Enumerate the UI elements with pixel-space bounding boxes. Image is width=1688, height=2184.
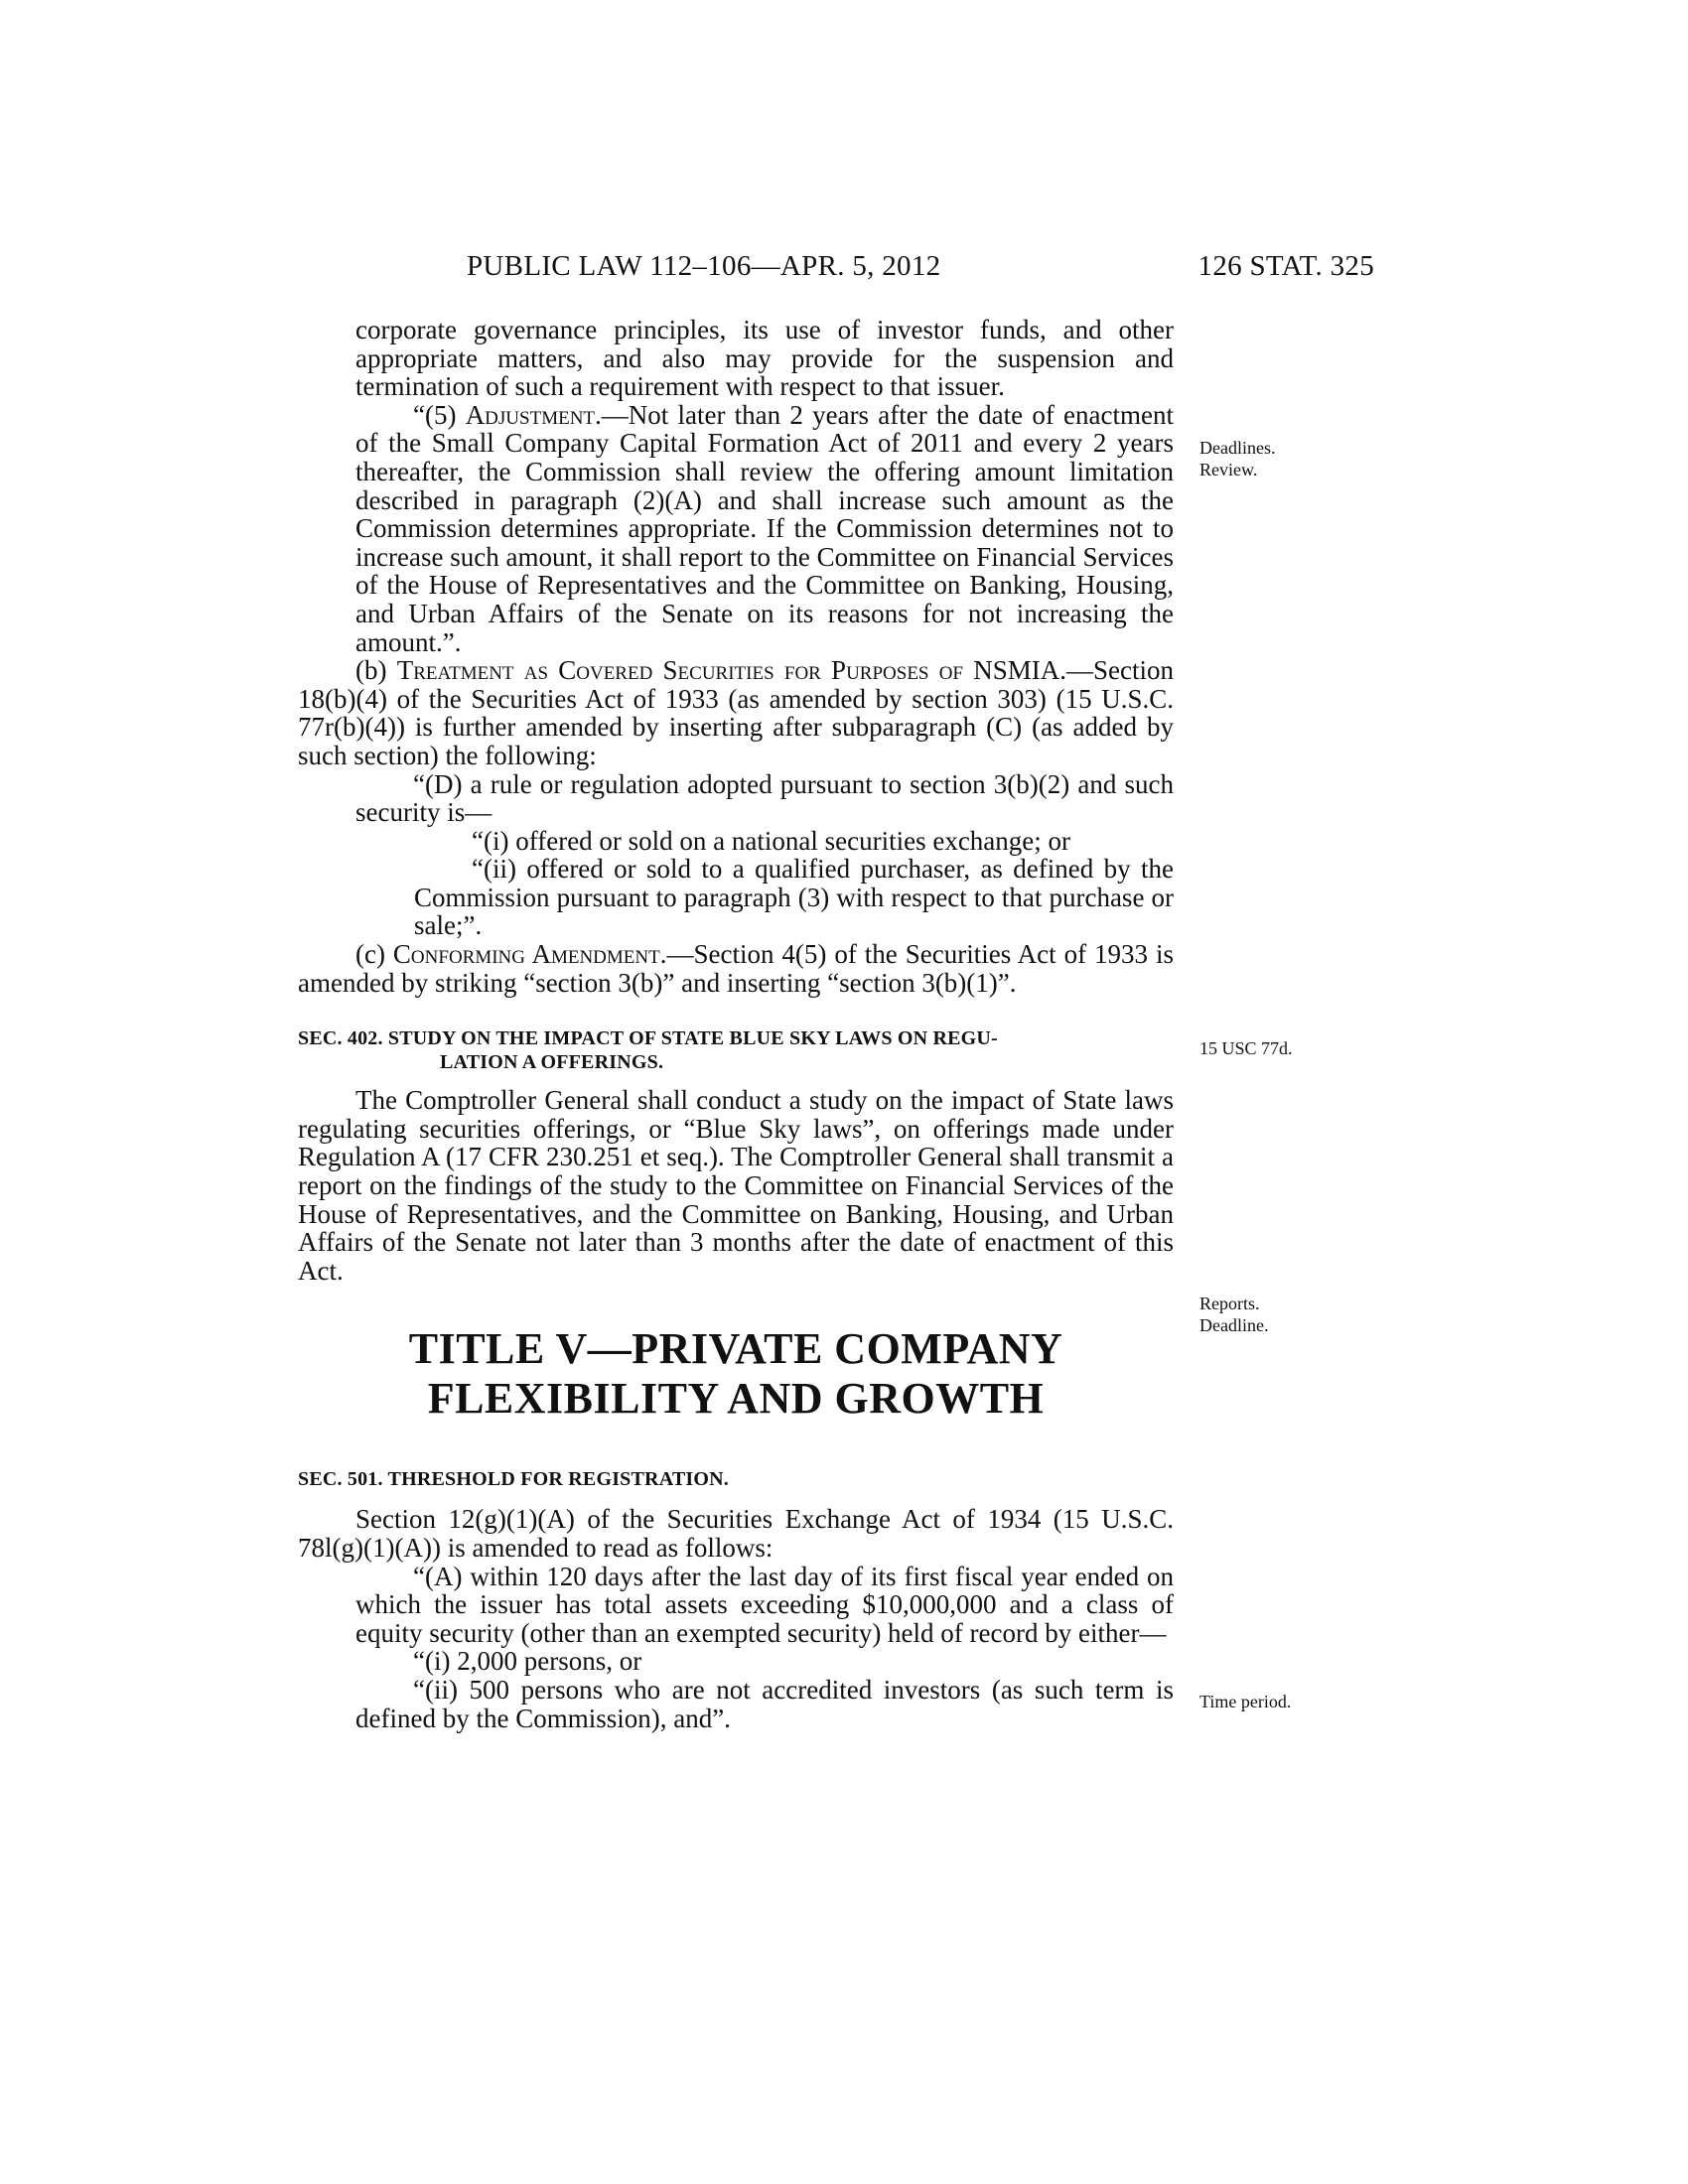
- margin-note-time-period: Time period.: [1199, 1692, 1292, 1711]
- quoted-clause-i: “(i) 2,000 persons, or: [413, 1646, 642, 1677]
- paragraph-text: .—Not later than 2 years after the date of enactment of the Small Company Capital Formation Act of 2011 and every 2 years thereafter, the Commission shall review the offering amount limitation described in paragraph (2)(A) and shall increase such amount as the Commission determines appropriate. If the Commission determines not to increase such amount, it shall report to the Committee on Financial Services of the House of Representatives and the Committee on Banking, Housing, and Urban Affairs of the Senate on its reasons for not increasing the amount.”.: [355, 399, 1174, 657]
- quoted-subparagraph-d: “(D) a rule or regulation adopted pursuant to section 3(b)(2) and such security is—: [355, 768, 1174, 828]
- subsection-text: .—Section 4(5) of the Securities Act of 1933 is amended by striking “section 3(b)” and inserting “section 3(b)(1)”.: [298, 939, 1174, 998]
- subsection-label: (c): [355, 939, 393, 970]
- margin-note-deadlines: Deadlines.: [1199, 438, 1276, 458]
- subsection-heading: Conforming Amendment: [392, 939, 660, 970]
- title-line: TITLE V—PRIVATE COMPANY: [408, 1324, 1063, 1374]
- subsection-text: .—Section 18(b)(4) of the Securities Act of 1933 (as amended by section 303) (15 U.S.C. 77r(b)(4)) is further amended by inserting after subparagraph (C) (as added by such section) the following:: [298, 655, 1174, 770]
- subsection-heading: Treatment as Covered Securities for Purposes of NSMIA: [396, 655, 1060, 686]
- quoted-subparagraph-a: “(A) within 120 days after the last day of its first fiscal year ended on which the issuer has total assets exceeding $10,000,000 and a class of equity security (other than an exempted security) held of record by either—: [355, 1561, 1174, 1648]
- section-501-text: Section 12(g)(1)(A) of the Securities Exchange Act of 1934 (15 U.S.C. 78l(g)(1)(A)) is amended to read as follows:: [298, 1504, 1174, 1563]
- quoted-clause-ii: “(ii) 500 persons who are not accredited investors (as such term is defined by the Commission), and”.: [355, 1674, 1174, 1733]
- title-heading: [298, 1324, 1174, 1424]
- page-number: 126 STAT. 325: [1197, 250, 1374, 282]
- paragraph-heading: Adjustment: [465, 399, 596, 430]
- margin-note-reports: Reports.: [1199, 1294, 1260, 1313]
- section-501-heading: SEC. 501. THRESHOLD FOR REGISTRATION.: [298, 1468, 729, 1491]
- paragraph-label: “(5): [413, 399, 466, 430]
- section-heading-line: SEC. 402. STUDY ON THE IMPACT OF STATE BLUE SKY LAWS ON REGU-: [298, 1027, 998, 1050]
- subsection-c: [298, 940, 1174, 997]
- quoted-clause-ii: “(ii) offered or sold to a qualified purchaser, as defined by the Commission pursuant to paragraph (3) with respect to that purchase or sale;”.: [414, 854, 1174, 941]
- margin-note-usc: 15 USC 77d.: [1199, 1038, 1293, 1058]
- quoted-clause-i: “(i) offered or sold on a national securities exchange; or: [472, 825, 1071, 856]
- paragraph-continuation: corporate governance principles, its use of investor funds, and other appropriate matters, and also may provide for the suspension and termination of such a requirement with respect to that issuer.: [355, 315, 1174, 402]
- section-402-heading: [298, 1026, 1174, 1074]
- subsection-label: (b): [355, 655, 397, 686]
- subsection-b: [298, 656, 1174, 769]
- running-header-left: PUBLIC LAW 112–106—APR. 5, 2012: [467, 250, 941, 282]
- margin-note-deadline: Deadline.: [1199, 1315, 1269, 1335]
- section-heading-line: LATION A OFFERINGS.: [440, 1051, 664, 1074]
- title-line: FLEXIBILITY AND GROWTH: [427, 1374, 1045, 1424]
- paragraph-adjustment: [298, 401, 1174, 656]
- section-402-text: The Comptroller General shall conduct a study on the impact of State laws regulating securities offerings, or “Blue Sky laws”, on offerings made under Regulation A (17 CFR 230.251 et seq.). The Comptroller General shall transmit a report on the findings of the study to the Committee on Financial Services of the House of Representatives, and the Committee on Banking, Housing, and Urban Affairs of the Senate not later than 3 months after the date of enactment of this Act.: [298, 1085, 1174, 1286]
- body-column: [298, 316, 1174, 1732]
- margin-note-review: Review.: [1199, 460, 1258, 479]
